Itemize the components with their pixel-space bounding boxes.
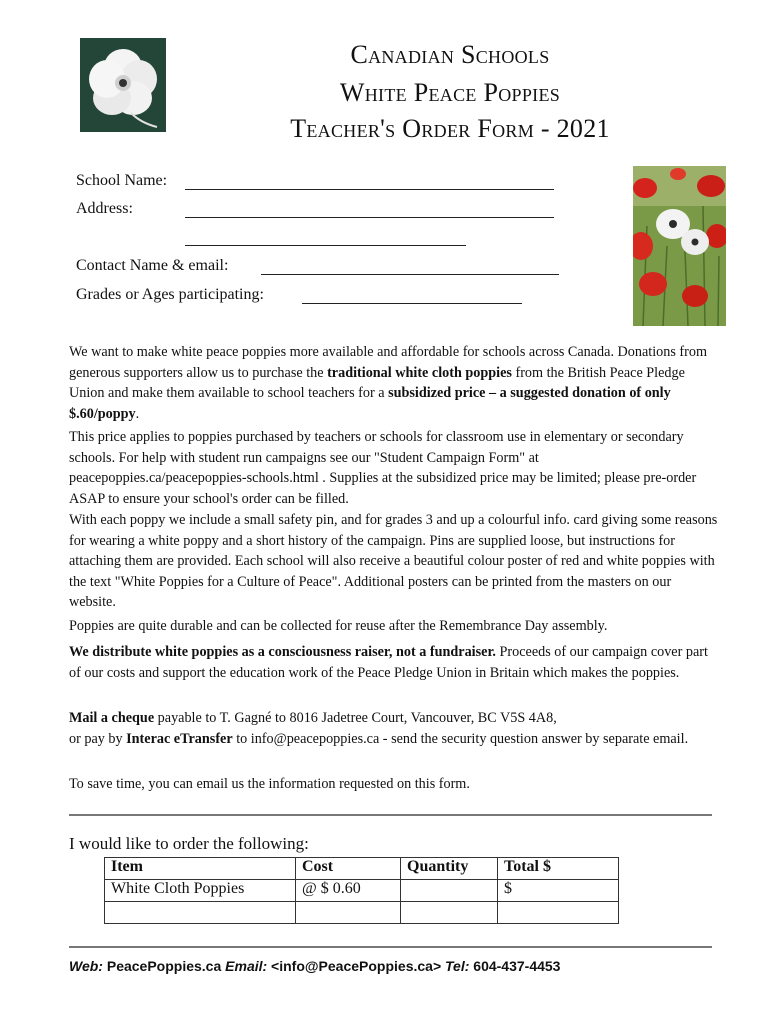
durability-paragraph: Poppies are quite durable and can be collected for reuse after the Remembrance Day assembly. — [69, 618, 608, 634]
contact-label: Contact Name & email: — [76, 257, 229, 274]
divider-bottom — [69, 946, 712, 948]
tel-label: Tel: — [445, 958, 470, 974]
order-intro: I would like to order the following: — [69, 834, 309, 853]
address-field-line1[interactable] — [185, 217, 554, 218]
cell-empty[interactable] — [498, 902, 619, 924]
school-name-label: School Name: — [76, 172, 168, 189]
purpose-paragraph: We distribute white poppies as a consciousness raiser, not a fundraiser. Proceeds of our campaign cover part of our costs and support the education work of the Peace Pledge Union in Britain which makes the poppies. — [69, 644, 708, 681]
cell-quantity[interactable] — [401, 880, 498, 902]
contact-field[interactable] — [261, 274, 559, 275]
footer-contact — [69, 958, 560, 974]
cell-empty[interactable] — [296, 902, 401, 924]
grades-label: Grades or Ages participating: — [76, 286, 264, 303]
intro-paragraph: We want to make white peace poppies more available and affordable for schools across Canada. Donations from generous supporters allow us to purchase the traditional white cloth poppies from the British Peace Pledge Union and make them available to school teachers for a subsidized price – a suggested donation of only $.60/poppy. — [69, 344, 707, 422]
contents-paragraph: With each poppy we include a small safety pin, and for grades 3 and up a colourful info. card giving some reasons for wearing a white poppy and a short history of the campaign. Pins are supplied loose, but instructions for attaching them are provided. Each school will also receive a beautiful colour poster of red and white poppies with the text "White Poppies for a Culture of Peace". Additional posters can be printed from the masters on our website. — [69, 512, 718, 610]
divider-top — [69, 814, 712, 816]
order-table — [104, 857, 619, 924]
address-field-line2[interactable] — [185, 245, 466, 246]
cell-total[interactable]: $ — [498, 880, 619, 902]
cell-empty[interactable] — [105, 902, 296, 924]
payment-paragraph: Mail a cheque payable to T. Gagné to 8016 Jadetree Court, Vancouver, BC V5S 4A8, or pay by Interac eTransfer to info@peacepoppies.ca - send the security question answer by separate email. — [69, 710, 689, 747]
price-paragraph: This price applies to poppies purchased by teachers or schools for classroom use in elementary or secondary schools. For help with student run campaigns see our "Student Campaign Form" at peacepoppies.ca/peacepoppies-schools.html . Supplies at the subsidized price may be limited; please pre-order ASAP to ensure your school's order can be filled. — [69, 429, 697, 507]
cell-item: White Cloth Poppies — [105, 880, 296, 902]
header-quantity: Quantity — [401, 858, 498, 880]
cell-empty[interactable] — [401, 902, 498, 924]
header-cost: Cost — [296, 858, 401, 880]
white-poppy-logo — [80, 38, 166, 132]
tel-value: 604-437-4453 — [469, 958, 561, 974]
cell-cost: @ $ 0.60 — [296, 880, 401, 902]
white-poppy-icon — [80, 38, 166, 132]
table-row — [105, 880, 619, 902]
email-label: Email: — [225, 958, 268, 974]
title-line-3: Teacher's Order Form - 2021 — [290, 114, 610, 143]
table-header-row — [105, 858, 619, 880]
header-item: Item — [105, 858, 296, 880]
poppies-photo — [633, 166, 726, 326]
header-total: Total $ — [498, 858, 619, 880]
grades-field[interactable] — [302, 303, 522, 304]
email-link[interactable]: <info@PeacePoppies.ca> — [267, 958, 446, 974]
title-line-1: Canadian Schools — [350, 40, 550, 69]
address-label: Address: — [76, 200, 133, 217]
school-name-field[interactable] — [185, 189, 554, 190]
table-row — [105, 902, 619, 924]
email-note-paragraph: To save time, you can email us the information requested on this form. — [69, 776, 470, 792]
web-label: Web: — [69, 958, 103, 974]
web-link[interactable]: PeacePoppies.ca — [102, 958, 226, 974]
title-line-2: White Peace Poppies — [339, 78, 561, 107]
